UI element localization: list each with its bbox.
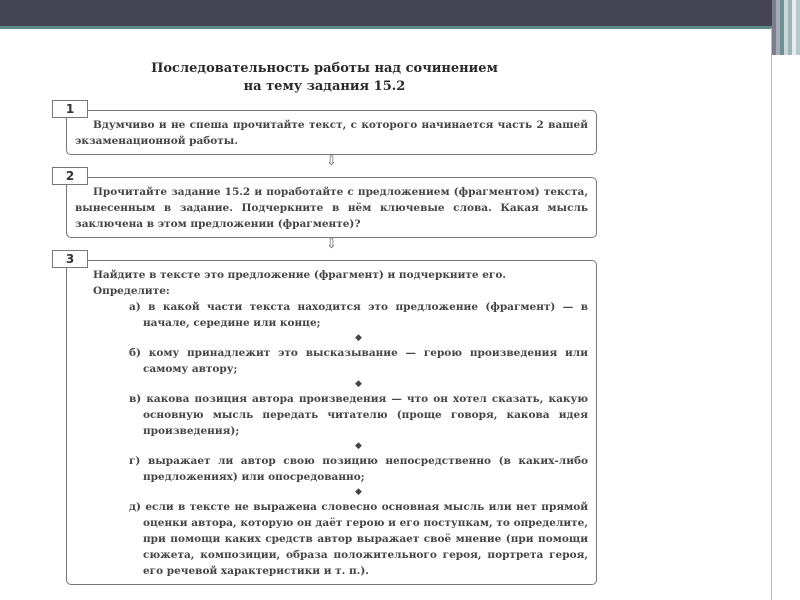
document-title	[52, 60, 597, 96]
step-text: Найдите в тексте это предложение (фрагмент) и подчеркните его.	[93, 269, 507, 281]
list-item: б) кому принадлежит это высказывание — герою произведения или самому автору;	[129, 347, 588, 375]
step-box	[66, 177, 597, 238]
list-item: а) в какой части текста находится это предложение (фрагмент) — в начале, середине или конце;	[129, 301, 588, 329]
step-number: 1	[52, 100, 88, 118]
diamond-icon: ◆	[355, 441, 362, 451]
step-3	[52, 252, 597, 585]
define-label: Определите:	[93, 285, 170, 297]
step-box	[66, 110, 597, 155]
title-line-2: на тему задания 15.2	[243, 79, 406, 94]
step-text: Прочитайте задание 15.2 и поработайте с предложением (фрагментом) текста, вынесенным в задание. Подчеркните в нём ключевые слова. Какая мысль заключена в этом предложении (фрагменте)?	[75, 186, 588, 230]
step-text: Вдумчиво и не спеша прочитайте текст, с которого начинается часть 2 вашей экзаменационной работы.	[75, 119, 588, 147]
diamond-icon: ◆	[355, 379, 362, 389]
step-number: 3	[52, 250, 88, 268]
slide-top-bar	[0, 0, 800, 26]
list-item: г) выражает ли автор свою позицию непосредственно (в каких-либо предложениях) или опосредованно;	[129, 455, 588, 483]
down-arrow-icon: ⇩	[326, 237, 337, 252]
decorative-stripes	[772, 0, 800, 55]
slide-divider	[771, 28, 772, 600]
list-item: д) если в тексте не выражена словесно основная мысль или нет прямой оценки автора, которую он даёт герою и его поступкам, то определите, при помощи каких средств автор выражает своё мнение (при помощи сюжета, композиции, образа положительного героя, портрета героя, его речевой характеристики и т. п.).	[129, 501, 588, 577]
diamond-icon: ◆	[355, 333, 362, 343]
step-box	[66, 260, 597, 585]
list-item: в) какова позиция автора произведения — что он хотел сказать, какую основную мысль передать читателю (проще говоря, какова идея произведения);	[129, 393, 588, 437]
step-2	[52, 169, 597, 238]
diamond-icon: ◆	[355, 487, 362, 497]
step-1	[52, 102, 597, 155]
scanned-document	[52, 60, 597, 585]
slide-accent-line	[0, 26, 772, 29]
down-arrow-icon: ⇩	[326, 154, 337, 169]
title-line-1: Последовательность работы над сочинением	[151, 61, 498, 76]
step-number: 2	[52, 167, 88, 185]
